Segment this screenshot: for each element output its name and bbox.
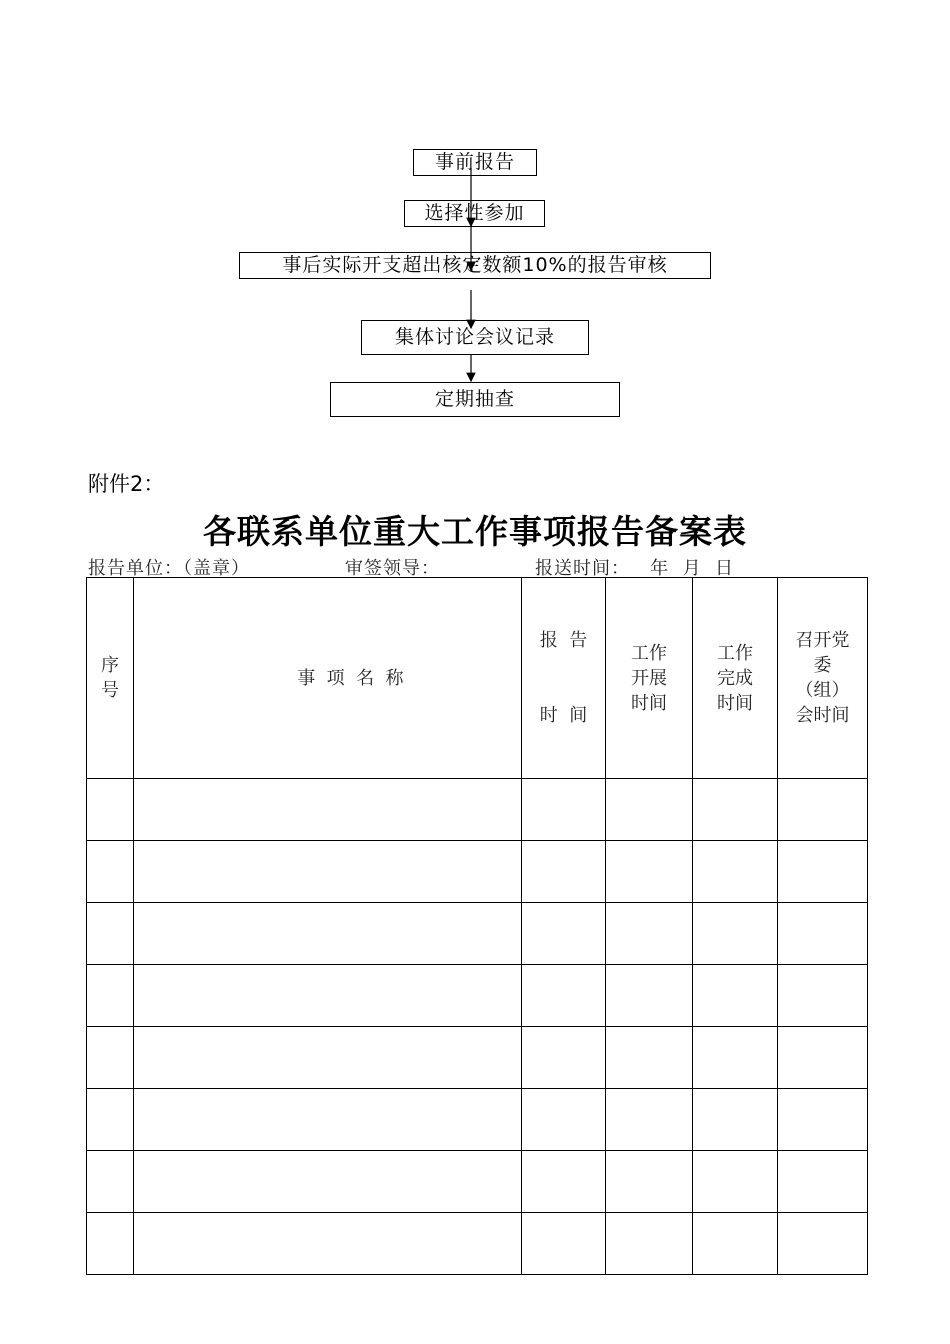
cell-meeting-time[interactable] [778,903,868,965]
cell-meeting-time[interactable] [778,779,868,841]
table-row [87,965,868,1027]
flow-step-3: 事后实际开支超出核定数额10%的报告审核 [239,252,711,279]
cell-start-time[interactable] [606,965,693,1027]
cell-finish-time[interactable] [693,1089,778,1151]
cell-report-time[interactable] [522,1213,606,1275]
cell-meeting-time[interactable] [778,1027,868,1089]
flow-step-4: 集体讨论会议记录 [361,320,589,355]
annex-label: 附件2： [88,472,165,496]
table-row [87,779,868,841]
form-title: 各联系单位重大工作事项报告备案表 [203,512,747,551]
cell-item-name[interactable] [134,1151,522,1213]
cell-finish-time[interactable] [693,841,778,903]
cell-report-time[interactable] [522,779,606,841]
header-finish-time: 工作 完成 时间 [693,578,778,779]
header-report-time: 报 告 时 间 [522,578,606,779]
cell-finish-time[interactable] [693,779,778,841]
cell-report-time[interactable] [522,1089,606,1151]
report-unit-label: 报告单位：（盖章） [88,558,250,579]
cell-seq[interactable] [87,965,134,1027]
cell-finish-time[interactable] [693,965,778,1027]
cell-item-name[interactable] [134,1213,522,1275]
cell-report-time[interactable] [522,841,606,903]
flow-step-2: 选择性参加 [404,200,545,227]
cell-meeting-time[interactable] [778,841,868,903]
cell-seq[interactable] [87,1151,134,1213]
cell-item-name[interactable] [134,1089,522,1151]
cell-meeting-time[interactable] [778,1089,868,1151]
table-row [87,1089,868,1151]
table-row [87,903,868,965]
header-seq: 序 号 [87,578,134,779]
cell-seq[interactable] [87,1089,134,1151]
cell-report-time[interactable] [522,1027,606,1089]
cell-seq[interactable] [87,1213,134,1275]
cell-item-name[interactable] [134,903,522,965]
header-start-time: 工作 开展 时间 [606,578,693,779]
record-table [86,577,868,1275]
cell-seq[interactable] [87,903,134,965]
cell-item-name[interactable] [134,965,522,1027]
cell-seq[interactable] [87,779,134,841]
table-row [87,1151,868,1213]
flow-step-5: 定期抽查 [330,382,620,417]
cell-item-name[interactable] [134,841,522,903]
cell-start-time[interactable] [606,1027,693,1089]
cell-finish-time[interactable] [693,1213,778,1275]
cell-start-time[interactable] [606,779,693,841]
cell-meeting-time[interactable] [778,1213,868,1275]
submit-date-label: 报送时间： 年 月 日 [535,558,735,579]
table-row [87,1213,868,1275]
cell-meeting-time[interactable] [778,1151,868,1213]
header-row [87,578,868,779]
cell-report-time[interactable] [522,1151,606,1213]
cell-finish-time[interactable] [693,903,778,965]
table-row [87,1027,868,1089]
cell-report-time[interactable] [522,965,606,1027]
cell-start-time[interactable] [606,841,693,903]
cell-seq[interactable] [87,1027,134,1089]
cell-start-time[interactable] [606,1089,693,1151]
header-item-name: 事 项 名 称 [134,578,522,779]
header-meeting-time: 召开党 委 （组） 会时间 [778,578,868,779]
flow-step-1: 事前报告 [413,149,537,176]
cell-meeting-time[interactable] [778,965,868,1027]
cell-start-time[interactable] [606,1213,693,1275]
cell-report-time[interactable] [522,903,606,965]
table-row [87,841,868,903]
cell-item-name[interactable] [134,1027,522,1089]
table-body [87,779,868,1275]
cell-finish-time[interactable] [693,1151,778,1213]
cell-item-name[interactable] [134,779,522,841]
leader-label: 审签领导： [345,558,440,579]
cell-start-time[interactable] [606,1151,693,1213]
cell-start-time[interactable] [606,903,693,965]
cell-seq[interactable] [87,841,134,903]
cell-finish-time[interactable] [693,1027,778,1089]
